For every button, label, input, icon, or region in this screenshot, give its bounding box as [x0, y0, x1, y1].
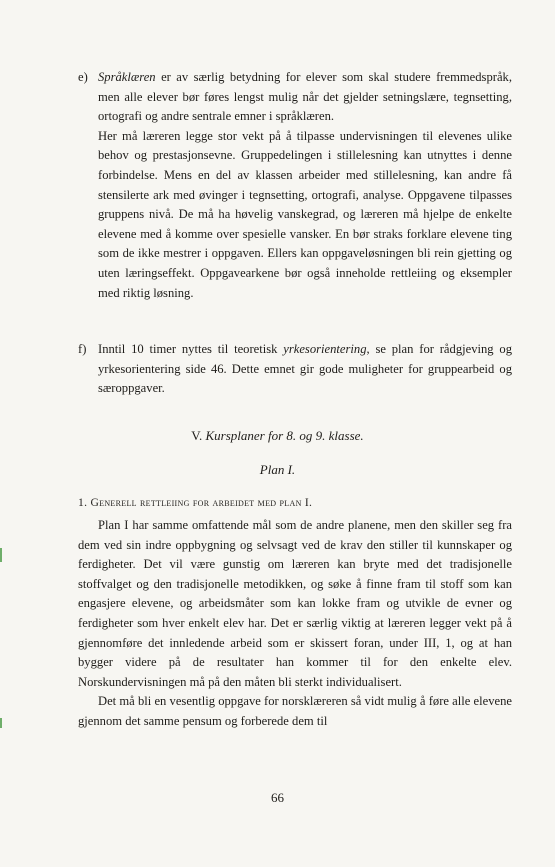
item-f-text-after: , se plan for rådgjeving og yrkesorientering side 46. Dette emnet gir gode muligheter for gruppearbeid og særoppgaver. [98, 342, 512, 396]
body-paragraph: Det må bli en vesentlig oppgave for norsklæreren så vidt mulig å føre alle elevene gjennom det samme pensum og forberede dem til [78, 694, 512, 728]
item-e-lead [98, 68, 512, 127]
subsection-number: 1. [78, 496, 88, 509]
section-numeral: V. [191, 428, 203, 443]
item-f-text-before: Inntil 10 timer nyttes til teoretisk [98, 342, 284, 356]
plan-title: Plan I. [259, 462, 296, 477]
subsection-heading [78, 496, 512, 509]
page-number: 66 [271, 790, 284, 805]
list-item-e [78, 68, 512, 303]
body-text [78, 516, 512, 732]
item-f-term: yrkesorientering [283, 342, 367, 356]
item-f-paragraph [98, 340, 512, 399]
list-marker: e) [78, 70, 88, 84]
body-paragraph: Plan I har samme omfattende mål som de andre planene, men den skiller seg fra dem ved sin indre oppbygning og selvsagt ved de krav den stiller til kunnskaper og ferdigheter. Det vil være gunstig om læreren kan bryte med det tradisjonelle stoffvalget og den tradisjonelle metodikken, og søke å finne fram til stoff som kan engasjere elevene, og arbeidsmåter som kan lokke fram og utvikle de evner og ferdigheter som hver enkelt elev har. Det er særlig viktig at læreren legger vekt på å gjennomføre det innledende arbeid som er skissert foran, under III, 1, og at han bygger videre på de resultater han kommer til for den enkelte elev. Norskundervisningen må på den måten bli sterkt individualisert. [78, 518, 512, 689]
item-e-lead-text: er av særlig betydning for elever som skal studere fremmedspråk, men alle elever bør føres lengst mulig når det gjelder setningslære, tegnsetting, ortografi og andre sentrale emner i språklæren. [98, 70, 512, 124]
list-marker: f) [78, 342, 87, 356]
scan-edge-mark [0, 718, 2, 728]
section-heading [0, 428, 555, 444]
list-item-f [78, 340, 512, 399]
section-title: Kursplaner for 8. og 9. klasse. [205, 428, 364, 443]
item-e-paragraph: Her må læreren legge stor vekt på å tilpasse undervisningen til elevenes ulike behov og prestasjonsevne. Gruppedelingen i stillelesning kan utnyttes i denne forbindelse. Mens en del av klassen arbeider med stillelesning, kan andre få stensilerte ark med øvinger i tegnsetting, ortografi, analyse. Oppgavene tilpasses gruppens nivå. De må ha høvelig vanskegrad, og læreren må hjelpe de enkelte elevene med å komme over spesielle vansker. En bør straks forklare elevene ting som de ikke mestrer i oppgaven. Ellers kan oppgaveløsningen bli rein gjetting og uten læringseffekt. Oppgavearkene bør også inneholde rettleiing og eksempler med riktig løsning. [98, 128, 512, 300]
subsection-title: Generell rettleiing for arbeidet med plan I. [90, 496, 313, 509]
scan-edge-mark [0, 548, 2, 562]
item-e-term: Språklæren [98, 70, 156, 84]
